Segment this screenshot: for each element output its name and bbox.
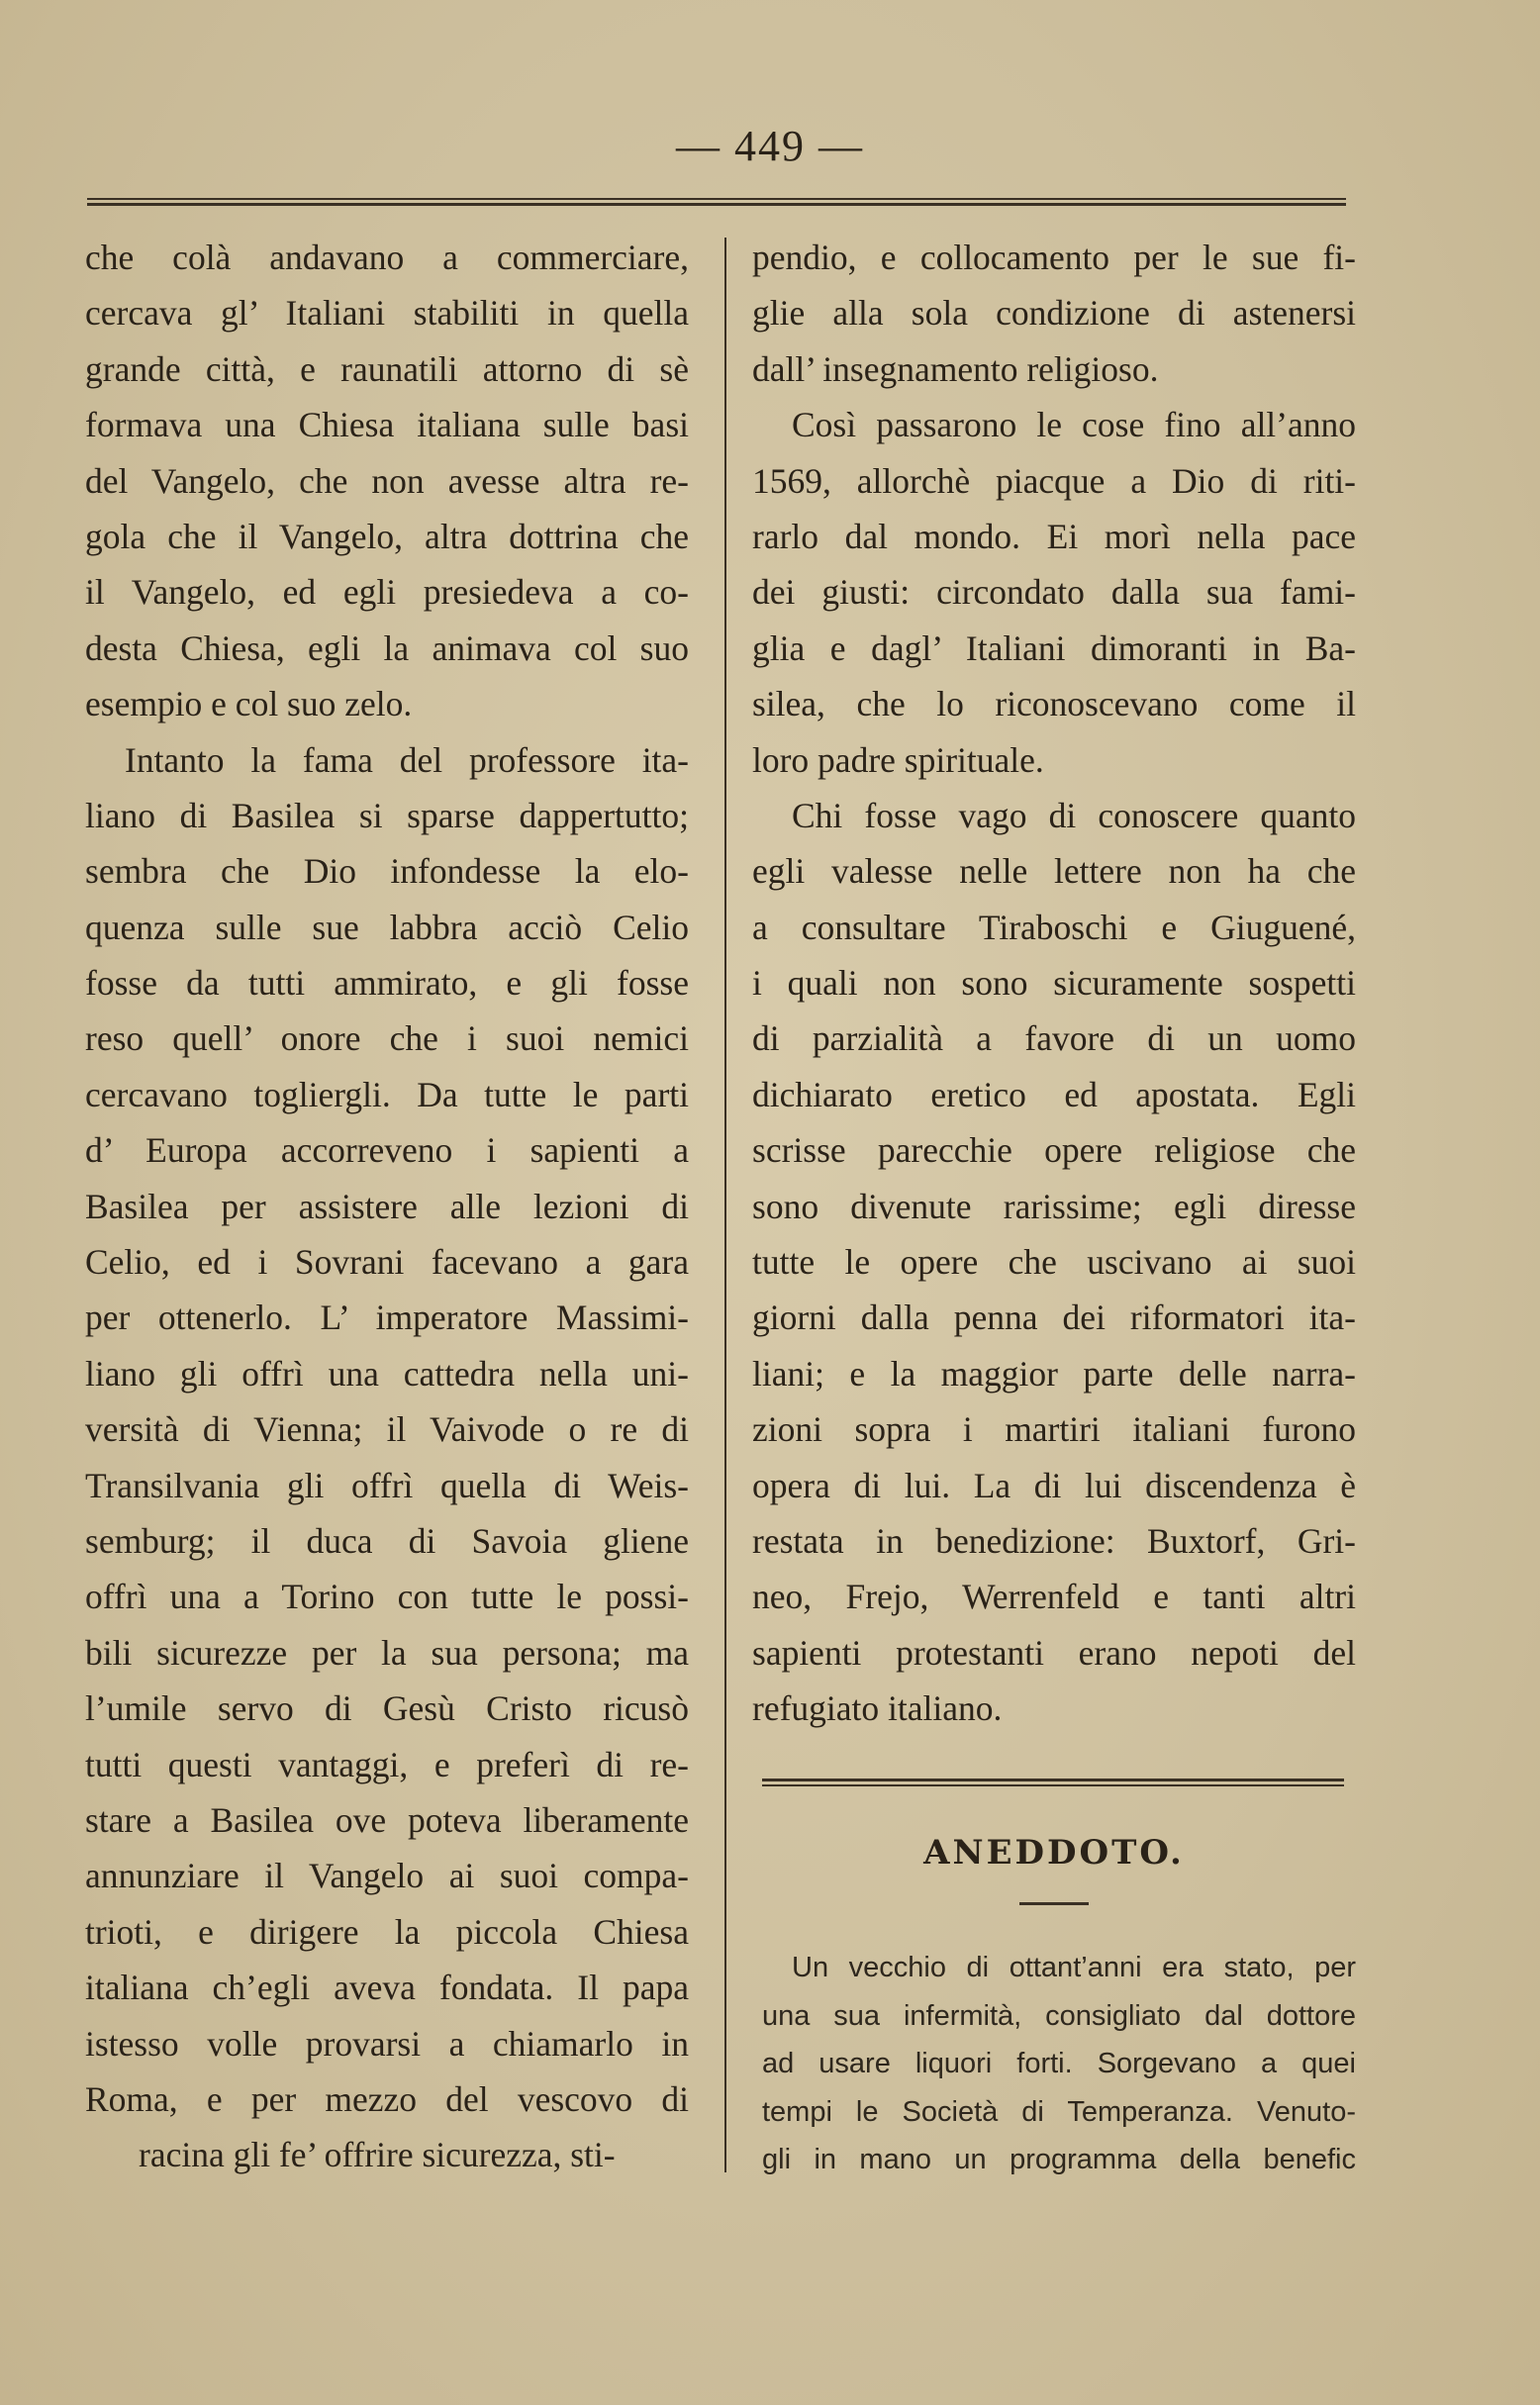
- text-line: del Vangelo, che non avesse altra re-: [85, 460, 689, 501]
- text-line: gli in mano un programma della benefic: [762, 2144, 1356, 2175]
- text-line: zioni sopra i martiri italiani furono: [752, 1409, 1356, 1450]
- text-line: opera di lui. La di lui discendenza è: [752, 1465, 1356, 1505]
- text-line: formava una Chiesa italiana sulle basi: [85, 405, 689, 445]
- text-line: restata in benedizione: Buxtorf, Gri-: [752, 1520, 1356, 1561]
- text-line: italiana ch’egli aveva fondata. Il papa: [85, 1968, 689, 2008]
- left-column: [85, 230, 689, 2183]
- text-line: scrisse parecchie opere religiose che: [752, 1130, 1356, 1171]
- text-line: grande città, e raunatili attorno di sè: [85, 348, 689, 389]
- page-number: — 449 —: [676, 122, 864, 170]
- text-line: i quali non sono sicuramente sospetti: [752, 963, 1356, 1004]
- text-line: versità di Vienna; il Vaivode o re di: [85, 1409, 689, 1450]
- text-line: refugiato italiano.: [752, 1688, 1003, 1729]
- text-line: Un vecchio di ottant’anni era stato, per: [792, 1952, 1356, 1983]
- text-line: sapienti protestanti erano nepoti del: [752, 1632, 1356, 1673]
- text-line: semburg; il duca di Savoia gliene: [85, 1520, 689, 1561]
- text-line: liano di Basilea si sparse dappertutto;: [85, 795, 689, 835]
- text-line: esempio e col suo zelo.: [85, 684, 413, 724]
- text-line: tutti questi vantaggi, e preferì di re-: [85, 1744, 689, 1784]
- anecdote-text: [762, 1944, 1356, 2184]
- column-divider: [724, 238, 726, 2172]
- text-line: bili sicurezze per la sua persona; ma: [85, 1632, 689, 1673]
- text-line: il Vangelo, ed egli presiedeva a co-: [85, 572, 689, 613]
- section-title-rule: [1019, 1902, 1089, 1905]
- text-line: tempi le Società di Temperanza. Venuto-: [762, 2095, 1356, 2128]
- text-line: liani; e la maggior parte delle narra-: [752, 1353, 1356, 1394]
- text-line: fosse da tutti ammirato, e gli fosse: [85, 963, 689, 1004]
- text-line: cercavano togliergli. Da tutte le parti: [85, 1074, 689, 1114]
- text-line: stare a Basilea ove poteva liberamente: [85, 1799, 689, 1840]
- text-line: a consultare Tiraboschi e Giuguené,: [752, 907, 1356, 947]
- section-title: ANEDDOTO.: [923, 1833, 1185, 1873]
- text-line: racina gli fe’ offrire sicurezza, sti-: [139, 2135, 616, 2175]
- text-line: trioti, e dirigere la piccola Chiesa: [85, 1911, 689, 1952]
- text-line: Così passarono le cose fino all’anno: [792, 405, 1356, 445]
- text-line: Roma, e per mezzo del vescovo di: [85, 2078, 689, 2119]
- right-column: [752, 230, 1356, 1737]
- text-line: l’umile servo di Gesù Cristo ricusò: [85, 1688, 689, 1729]
- text-line: dall’ insegnamento religioso.: [752, 348, 1159, 389]
- text-line: neo, Frejo, Werrenfeld e tanti altri: [752, 1577, 1356, 1617]
- text-line: Celio, ed i Sovrani facevano a gara: [85, 1242, 689, 1283]
- text-line: pendio, e collocamento per le sue fi-: [752, 238, 1356, 277]
- text-line: reso quell’ onore che i suoi nemici: [85, 1018, 689, 1059]
- text-line: ad usare liquori forti. Sorgevano a quei: [762, 2048, 1356, 2079]
- text-line: sono divenute rarissime; egli diresse: [752, 1186, 1356, 1226]
- text-line: glia e dagl’ Italiani dimoranti in Ba-: [752, 627, 1356, 668]
- text-line: offrì una a Torino con tutte le possi-: [85, 1577, 689, 1617]
- text-line: d’ Europa accorreveno i sapienti a: [85, 1130, 689, 1171]
- text-line: giorni dalla penna dei riformatori ita-: [752, 1298, 1356, 1338]
- text-line: Intanto la fama del professore ita-: [125, 739, 689, 780]
- text-line: liano gli offrì una cattedra nella uni-: [85, 1353, 689, 1394]
- text-line: egli valesse nelle lettere non ha che: [752, 851, 1356, 892]
- text-line: rarlo dal mondo. Ei morì nella pace: [752, 516, 1356, 556]
- text-line: 1569, allorchè piacque a Dio di riti-: [752, 460, 1356, 501]
- text-line: tutte le opere che uscivano ai suoi: [752, 1242, 1356, 1283]
- text-line: dei giusti: circondato dalla sua fami-: [752, 572, 1356, 613]
- text-line: cercava gl’ Italiani stabiliti in quella: [85, 293, 689, 334]
- text-line: che colà andavano a commerciare,: [85, 238, 689, 277]
- text-line: annunziare il Vangelo ai suoi compa-: [85, 1856, 689, 1896]
- text-line: per ottenerlo. L’ imperatore Massimi-: [85, 1298, 689, 1338]
- text-line: Basilea per assistere alle lezioni di: [85, 1186, 689, 1226]
- text-line: desta Chiesa, egli la animava col suo: [85, 627, 689, 668]
- text-line: Chi fosse vago di conoscere quanto: [792, 795, 1356, 835]
- text-line: sembra che Dio infondesse la elo-: [85, 851, 689, 892]
- section-rule: [762, 1779, 1344, 1786]
- header-rule: [87, 198, 1346, 206]
- text-line: loro padre spirituale.: [752, 739, 1044, 780]
- text-line: silea, che lo riconoscevano come il: [752, 684, 1356, 724]
- text-line: di parzialità a favore di un uomo: [752, 1018, 1356, 1059]
- text-line: glie alla sola condizione di astenersi: [752, 293, 1356, 334]
- text-line: istesso volle provarsi a chiamarlo in: [85, 2023, 689, 2064]
- text-line: dichiarato eretico ed apostata. Egli: [752, 1074, 1356, 1114]
- text-line: gola che il Vangelo, altra dottrina che: [85, 516, 689, 556]
- text-line: quenza sulle sue labbra acciò Celio: [85, 907, 689, 947]
- text-line: una sua infermità, consigliato dal dottore: [762, 1999, 1356, 2032]
- text-line: Transilvania gli offrì quella di Weis-: [85, 1465, 689, 1505]
